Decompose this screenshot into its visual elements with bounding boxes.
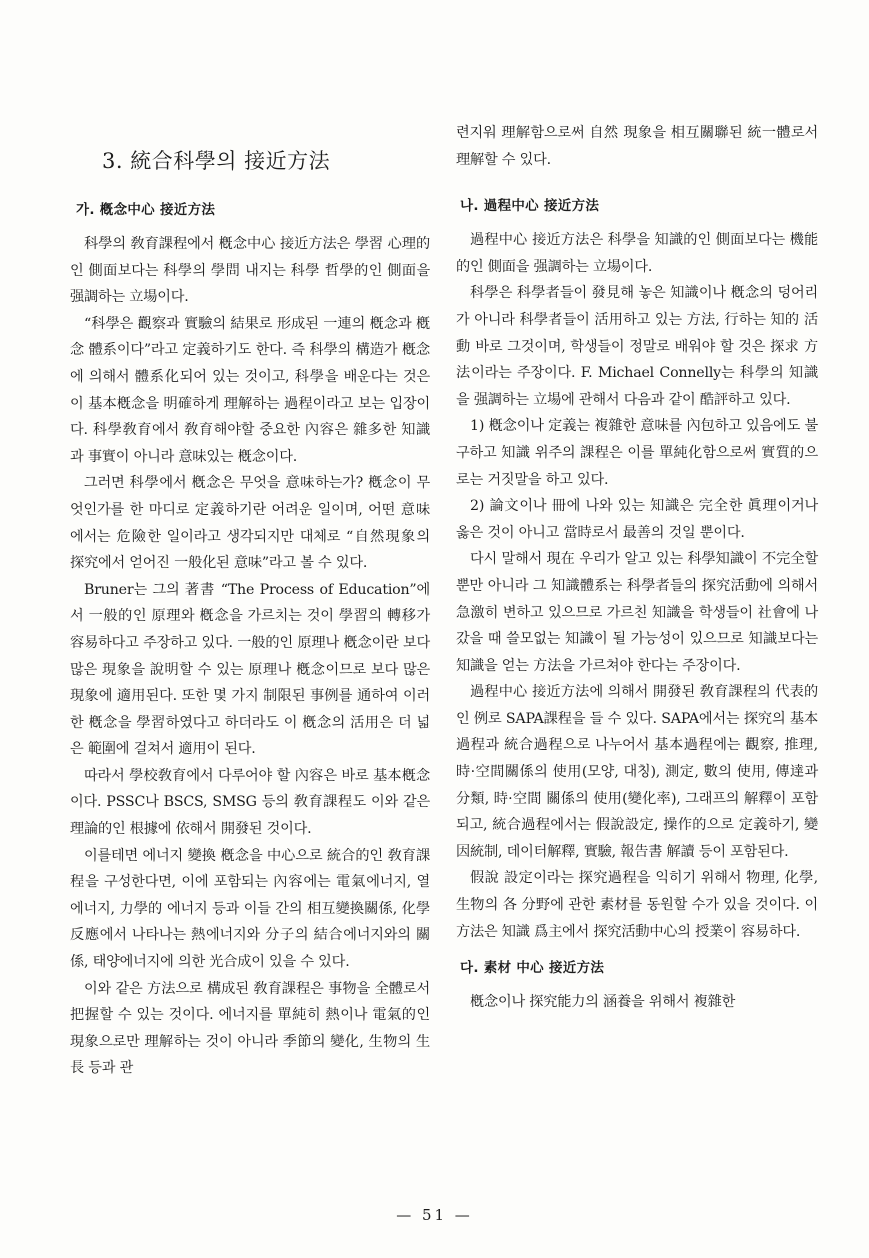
paragraph: “科學은 觀察과 實驗의 結果로 形成된 一連의 槪念과 槪念 體系이다”라고 定義하기도 한다. 즉 科學의 構造가 槪念에 의해서 體系化되어 있는 것이고, 科學을 배운다는 것은 이 基本槪念을 明確하게 理解하는 過程이라고 보는 입장이다. 科學敎育에서 敎育해야할 중요한 內容은 雜多한 知識과 事實이 아니라 意味있는 槪念이다. [70,315,430,465]
paragraph: 槪念이나 探究能力의 涵養을 위해서 複雜한 [470,994,736,1011]
section-heading-process: 나. 過程中心 接近方法 [460,198,600,215]
paragraph: 1) 槪念이나 定義는 複雜한 意味를 內包하고 있음에도 불구하고 知識 위주의 課程은 이를 單純化함으로써 實質的으로는 거짓말을 하고 있다. [456,418,818,488]
paragraph: 따라서 學校敎育에서 다루어야 할 內容은 바로 基本槪念이다. PSSC나 BSCS, SMSG 등의 敎育課程도 이와 같은 理論的인 根據에 依해서 開發된 것이다. [70,767,430,838]
paragraph: 科學은 科學者들이 發見해 놓은 知識이나 槪念의 덩어리가 아니라 科學者들이 活用하고 있는 方法, 行하는 知的 活動 바로 그것이며, 학생들이 정말로 배워야 할 것은 探求 方法이라는 주장이다. F. Michael Connelly는 科學의 知識을 强調하는 立場에 관해서 다음과 같이 酷評하고 있다. [456,285,818,408]
section-heading-material: 다. 素材 中心 接近方法 [460,960,605,977]
paragraph: 過程中心 接近方法은 科學을 知識的인 側面보다는 機能的인 側面을 强調하는 立場이다. [456,232,818,275]
paragraph: 다시 말해서 現在 우리가 알고 있는 科學知識이 不完全할 뿐만 아니라 그 知識體系는 科學者들의 探究活動에 의해서 急激히 변하고 있으므로 가르친 知識을 학생들이 社會에 나갔을 때 쓸모없는 知識이 될 가능성이 있으므로 知識보다는 知識을 얻는 方法을 가르쳐야 한다는 주장이다. [456,551,818,674]
right-column [456,120,818,1016]
paragraph: 假說 設定이라는 探究過程을 익히기 위해서 物理, 化學, 生物의 各 分野에 관한 素材를 동원할 수가 있을 것이다. 이 方法은 知識 爲主에서 探究活動中心의 授業이 容易하다. [456,870,818,940]
paragraph: Bruner는 그의 著書 “The Process of Education”에서 一般的인 原理와 槪念을 가르치는 것이 學習의 轉移가 容易하다고 주장하고 있다. 一般的인 原理나 槪念이란 보다 많은 現象을 說明할 수 있는 原理나 槪念이므로 보다 많은 現象에 適用된다. 또한 몇 가지 制限된 事例를 通하여 이러한 槪念을 學習하였다고 하더라도 이 槪念의 活用은 더 넓은 範圍에 걸쳐서 適用이 된다. [70,581,430,758]
chapter-title: 3. 統合科學의 接近方法 [102,149,331,173]
paragraph: 過程中心 接近方法에 의해서 開發된 敎育課程의 代表的인 例로 SAPA課程을 들 수 있다. SAPA에서는 探究의 基本過程과 統合過程으로 나누어서 基本過程에는 觀察, 推理, 時·空間關係의 使用(모양, 대칭), 測定, 數의 使用, 傳達과 分類, 時·空間 關係의 使用(變化率), 그래프의 解釋이 포함되고, 統合過程에서는 假說設定, 操作的으로 定義하기, 變因統制, 데이터解釋, 實驗, 報告書 解讀 등이 포함된다. [456,684,818,860]
paragraph: 이를테면 에너지 變換 槪念을 中心으로 統合的인 敎育課程을 구성한다면, 이에 포함되는 內容에는 電氣에너지, 열에너지, 力學的 에너지 등과 이들 간의 相互變換關係, 化學反應에서 나타나는 熱에너지와 分子의 結合에너지와의 關係, 태양에너지에 의한 光合成이 있을 수 있다. [70,847,430,971]
section-heading-concept: 가. 槪念中心 接近方法 [76,202,216,218]
page-number: — 51 — [396,1206,473,1224]
paragraph: 그러면 科學에서 槪念은 무엇을 意味하는가? 槪念이 무엇인가를 한 마디로 定義하기란 어려운 일이며, 어떤 意味에서는 危險한 일이라고 생각되지만 대체로 “自然現象의 探究에서 얻어진 一般化된 意味”라고 볼 수 있다. [70,475,430,572]
left-column [70,120,430,1082]
paragraph: 2) 論文이나 冊에 나와 있는 知識은 完全한 眞理이거나 옳은 것이 아니고 當時로서 最善의 것일 뿐이다. [456,498,818,541]
paragraph: 이와 같은 方法으로 構成된 敎育課程은 事物을 全體로서 把握할 수 있는 것이다. 에너지를 單純히 熱이나 電氣的인 現象으로만 理解하는 것이 아니라 季節의 變化, 生物의 生長 등과 관 [70,980,430,1077]
continuation-paragraph: 련지워 理解함으로써 自然 現象을 相互關聯된 統一體로서 理解할 수 있다. [456,125,818,168]
paragraph: 科學의 敎育課程에서 槪念中心 接近方法은 學習 心理的인 側面보다는 科學의 學問 내지는 科學 哲學的인 側面을 强調하는 立場이다. [70,236,430,306]
